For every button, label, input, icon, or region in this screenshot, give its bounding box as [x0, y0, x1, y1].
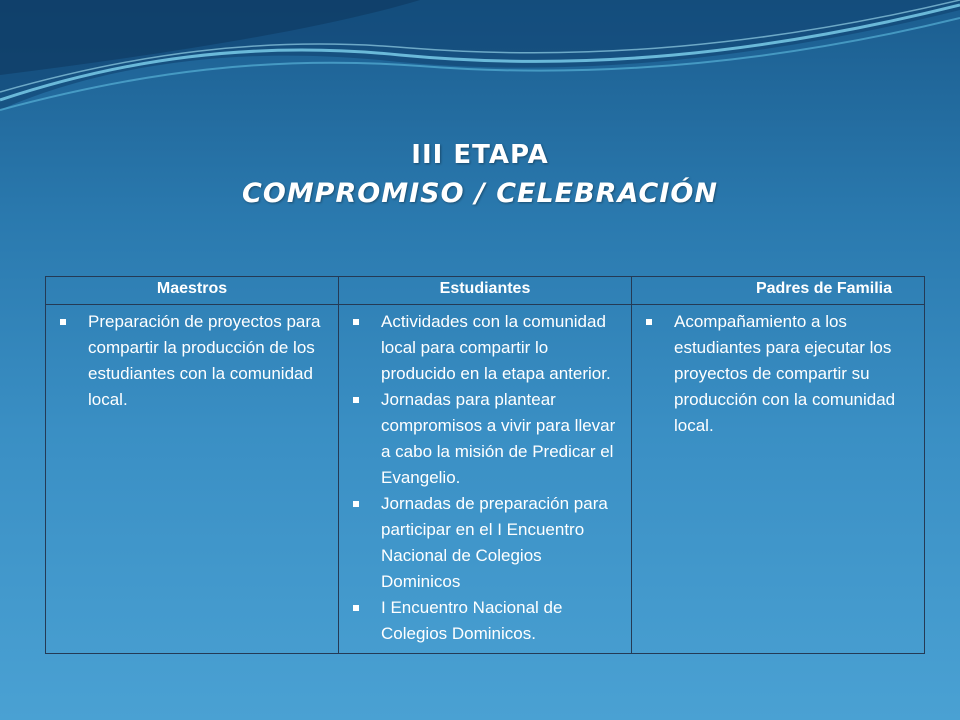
cell-maestros	[46, 305, 339, 654]
header-estudiantes: Estudiantes	[339, 277, 632, 305]
header-padres-de-familia: Padres de Familia	[632, 277, 925, 305]
slide-title-subtitle: COMPROMISO / CELEBRACIÓN	[242, 178, 718, 209]
list-item: Actividades con la comunidad local para compartir lo producido en la etapa anterior.	[345, 309, 625, 387]
header-maestros: Maestros	[46, 277, 339, 305]
list-item: Preparación de proyectos para compartir la producción de los estudiantes con la comunidad local.	[52, 309, 332, 413]
list-item: I Encuentro Nacional de Colegios Dominicos.	[345, 595, 625, 647]
list-item: Jornadas de preparación para participar en el I Encuentro Nacional de Colegios Dominicos	[345, 491, 625, 595]
stages-table	[45, 276, 925, 654]
cell-estudiantes	[339, 305, 632, 654]
slide-title-stage: III ETAPA	[411, 140, 549, 170]
table-row	[46, 305, 925, 654]
cell-padres-de-familia	[632, 305, 925, 654]
list-item: Acompañamiento a los estudiantes para ejecutar los proyectos de compartir su producción con la comunidad local.	[638, 309, 918, 439]
list-item: Jornadas para plantear compromisos a vivir para llevar a cabo la misión de Predicar el Evangelio.	[345, 387, 625, 491]
table-header-row	[46, 277, 925, 305]
wave-decoration	[0, 0, 960, 130]
